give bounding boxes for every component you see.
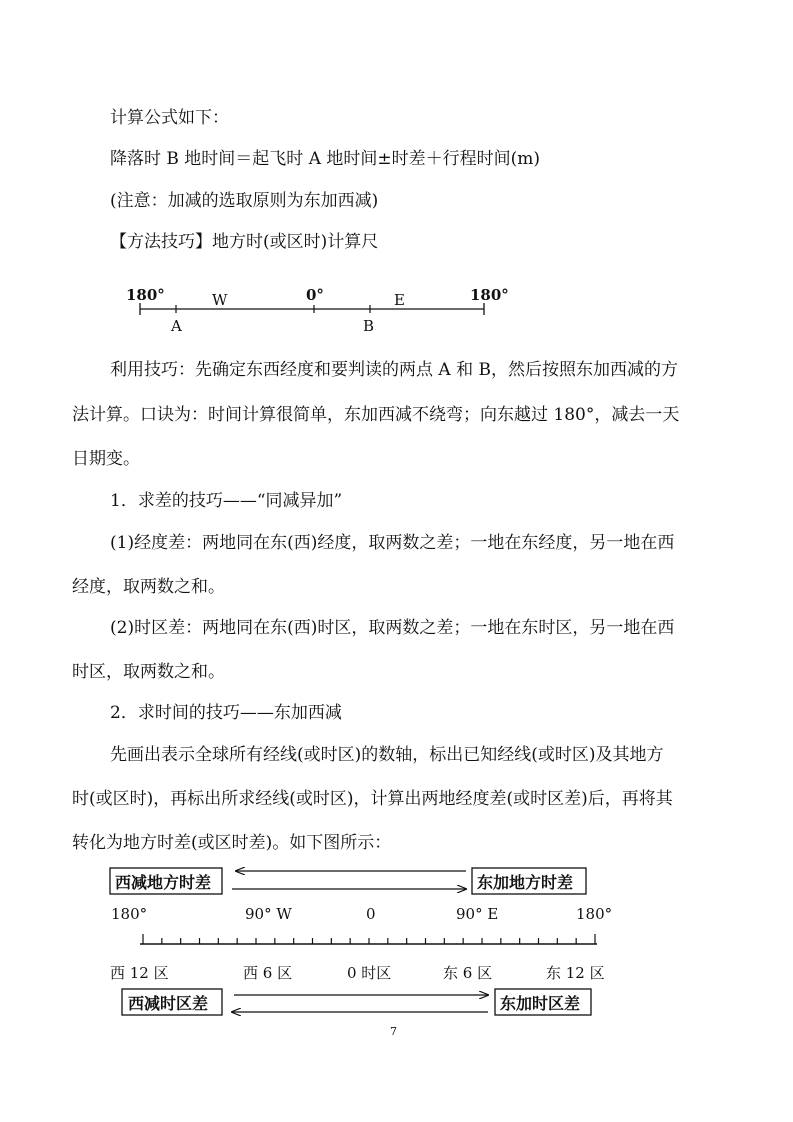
lon-label-180w: 180° — [111, 905, 148, 923]
method-line-3: 转化为地方时差(或区时差)。如下图所示： — [72, 833, 392, 853]
ruler1-right-label: 180° — [470, 286, 509, 304]
box-east-local-text: 东加地方时差 — [477, 873, 574, 892]
zone-diff-line-1: (2)时区差：两地同在东(西)时区，取两数之差；一地在东时区，另一地在西 — [110, 618, 675, 638]
method-line-1: 先画出表示全球所有经线(或时区)的数轴，标出已知经线(或时区)及其地方 — [110, 745, 664, 765]
lon-label-90e: 90° E — [456, 905, 499, 923]
formula-note: (注意：加减的选取原则为东加西减) — [110, 191, 379, 211]
zone-label-w6: 西 6 区 — [243, 964, 293, 982]
lon-diff-line-1: (1)经度差：两地同在东(西)经度，取两数之差；一地在东经度，另一地在西 — [110, 533, 675, 553]
ruler1-point-b: B — [363, 317, 375, 335]
tip-line-3: 日期变。 — [72, 449, 140, 469]
tip-line-2: 法计算。口诀为：时间计算很简单，东加西减不绕弯；向东越过 180°，减去一天 — [72, 405, 680, 425]
page-number: 7 — [390, 1025, 397, 1038]
lon-label-180e: 180° — [576, 905, 613, 923]
tip-line-1: 利用技巧：先确定东西经度和要判读的两点 A 和 B，然后按照东加西减的方 — [110, 360, 678, 380]
ruler1-point-a: A — [171, 317, 182, 335]
formula-intro: 计算公式如下： — [110, 108, 229, 128]
method-heading: 【方法技巧】地方时(或区时)计算尺 — [110, 232, 379, 252]
box-east-zone-text: 东加时区差 — [500, 994, 581, 1013]
formula: 降落时 B 地时间＝起飞时 A 地时间±时差＋行程时间(m) — [110, 149, 541, 169]
ruler1-w-label: W — [212, 291, 228, 309]
ruler1-left-label: 180° — [126, 286, 165, 304]
ruler2-ticks — [143, 934, 595, 944]
zone-label-w12: 西 12 区 — [110, 964, 169, 982]
zone-label-0: 0 时区 — [347, 964, 392, 982]
ruler1-mid-label: 0° — [306, 286, 324, 304]
ruler1-e-label: E — [394, 291, 405, 309]
zone-diff-line-2: 时区，取两数之和。 — [72, 662, 225, 682]
box-west-local-text: 西减地方时差 — [115, 873, 212, 892]
lon-label-0: 0 — [366, 905, 376, 923]
method-line-2: 时(或区时)，再标出所求经线(或时区)，计算出两地经度差(或时区差)后，再将其 — [72, 789, 673, 809]
lon-diff-line-2: 经度，取两数之和。 — [72, 577, 225, 597]
box-west-zone-text: 西减时区差 — [128, 994, 209, 1013]
section-heading-1: 1．求差的技巧——“同减异加” — [110, 491, 343, 511]
lon-label-90w: 90° W — [245, 905, 292, 923]
zone-label-e12: 东 12 区 — [546, 964, 605, 982]
zone-label-e6: 东 6 区 — [443, 964, 493, 982]
section-heading-2: 2．求时间的技巧——东加西减 — [110, 703, 342, 723]
